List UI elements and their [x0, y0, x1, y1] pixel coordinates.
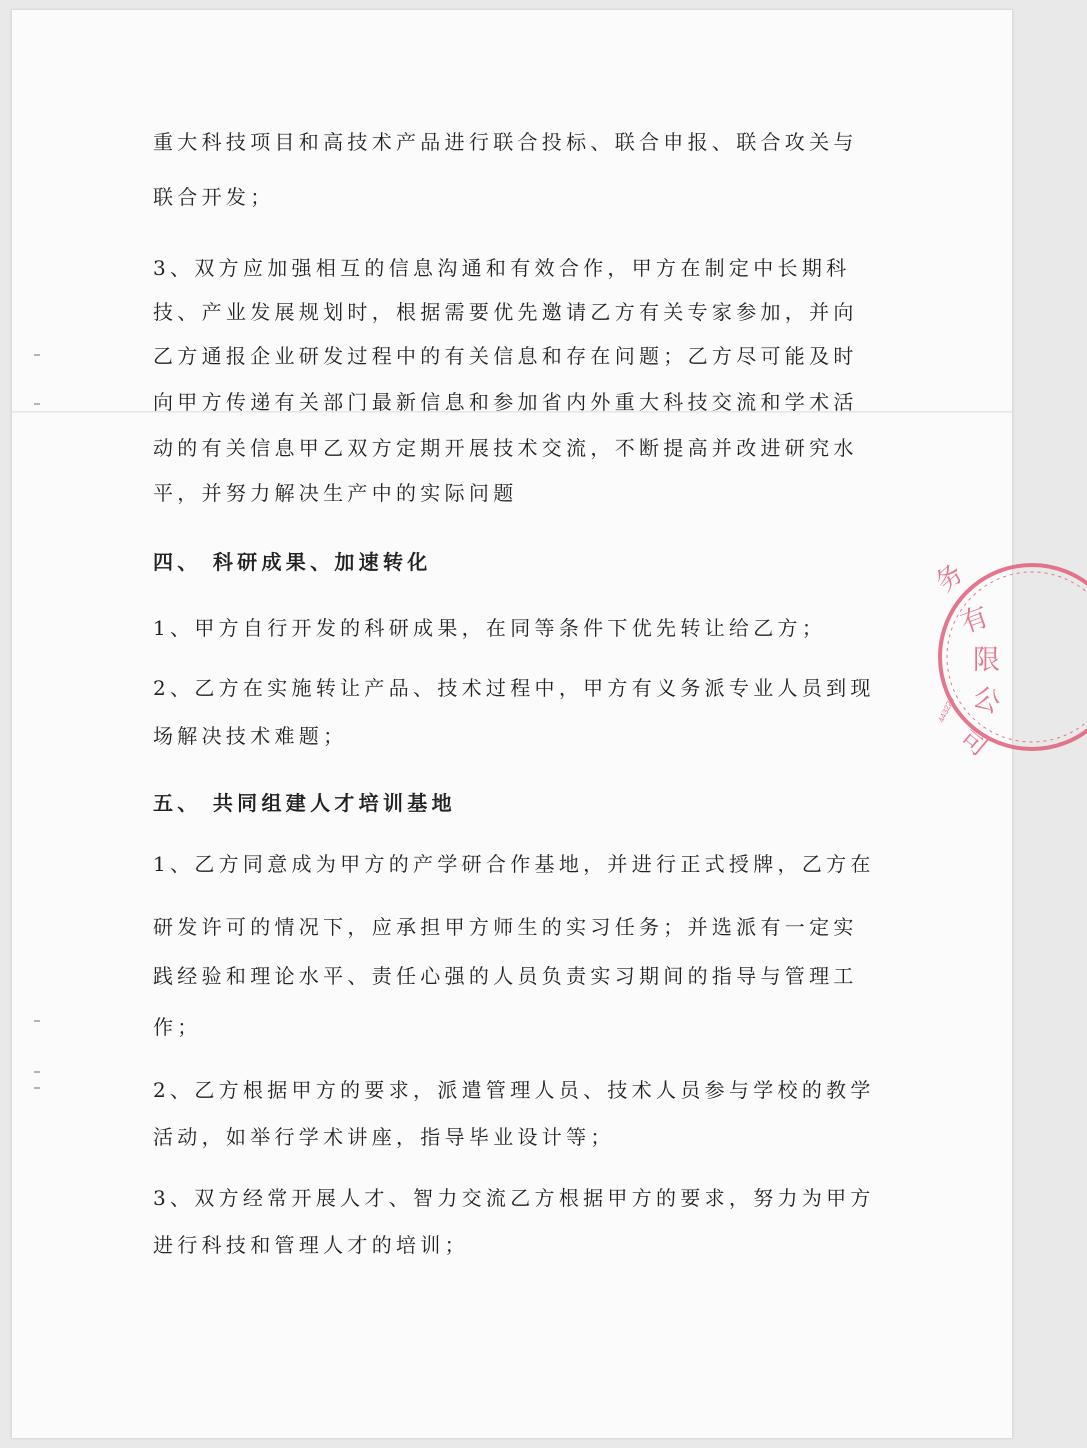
svg-text:有: 有 — [956, 601, 993, 639]
margin-mark — [34, 1071, 40, 1073]
body-text-line: 平，并努力解决生产中的实际问题 — [153, 481, 518, 505]
body-text-line: 3、双方应加强相互的信息沟通和有效合作，甲方在制定中长期科 — [153, 256, 851, 280]
margin-mark — [34, 1020, 40, 1022]
document-page — [12, 10, 1012, 1438]
margin-mark — [34, 354, 40, 356]
body-text-line: 技、产业发展规划时，根据需要优先邀请乙方有关专家参加，并向 — [153, 300, 858, 324]
svg-text:司: 司 — [955, 721, 995, 762]
body-text-line: 3、双方经常开展人才、智力交流乙方根据甲方的要求，努力为甲方 — [153, 1186, 875, 1210]
body-text-line: 进行科技和管理人才的培训； — [153, 1233, 469, 1257]
company-seal-stamp — [929, 557, 1087, 762]
svg-text:限: 限 — [973, 645, 1000, 675]
body-text-line: 动的有关信息甲乙双方定期开展技术交流，不断提高并改进研究水 — [153, 436, 858, 460]
body-text-line: 1、乙方同意成为甲方的产学研合作基地，并进行正式授牌，乙方在 — [153, 852, 875, 876]
section-heading: 四、 科研成果、加速转化 — [153, 550, 432, 574]
margin-mark — [34, 1087, 40, 1089]
body-text-line: 作； — [153, 1015, 202, 1039]
svg-text:务: 务 — [929, 557, 969, 598]
body-text-line: 场解决技术难题； — [153, 724, 348, 748]
body-text-line: 2、乙方在实施转让产品、技术过程中，甲方有义务派专业人员到现 — [153, 676, 875, 700]
body-text-line: 践经验和理论水平、责任心强的人员负责实习期间的指导与管理工 — [153, 964, 858, 988]
body-text-line: 研发许可的情况下，应承担甲方师生的实习任务；并选派有一定实 — [153, 915, 858, 939]
body-text-line: 向甲方传递有关部门最新信息和参加省内外重大科技交流和学术活 — [153, 390, 858, 414]
body-text-line: 2、乙方根据甲方的要求，派遣管理人员、技术人员参与学校的教学 — [153, 1078, 875, 1102]
svg-text:公: 公 — [968, 681, 1005, 719]
margin-mark — [34, 403, 40, 405]
body-text-line: 联合开发； — [153, 185, 275, 209]
body-text-line: 重大科技项目和高技术产品进行联合投标、联合申报、联合攻关与 — [153, 130, 858, 154]
body-text-line: 活动，如举行学术讲座，指导毕业设计等； — [153, 1125, 615, 1149]
body-text-line: 乙方通报企业研发过程中的有关信息和存在问题；乙方尽可能及时 — [153, 344, 858, 368]
svg-text:443220: 443220 — [936, 695, 957, 724]
body-text-line: 1、甲方自行开发的科研成果，在同等条件下优先转让给乙方； — [153, 616, 827, 640]
section-heading: 五、 共同组建人才培训基地 — [153, 791, 456, 815]
